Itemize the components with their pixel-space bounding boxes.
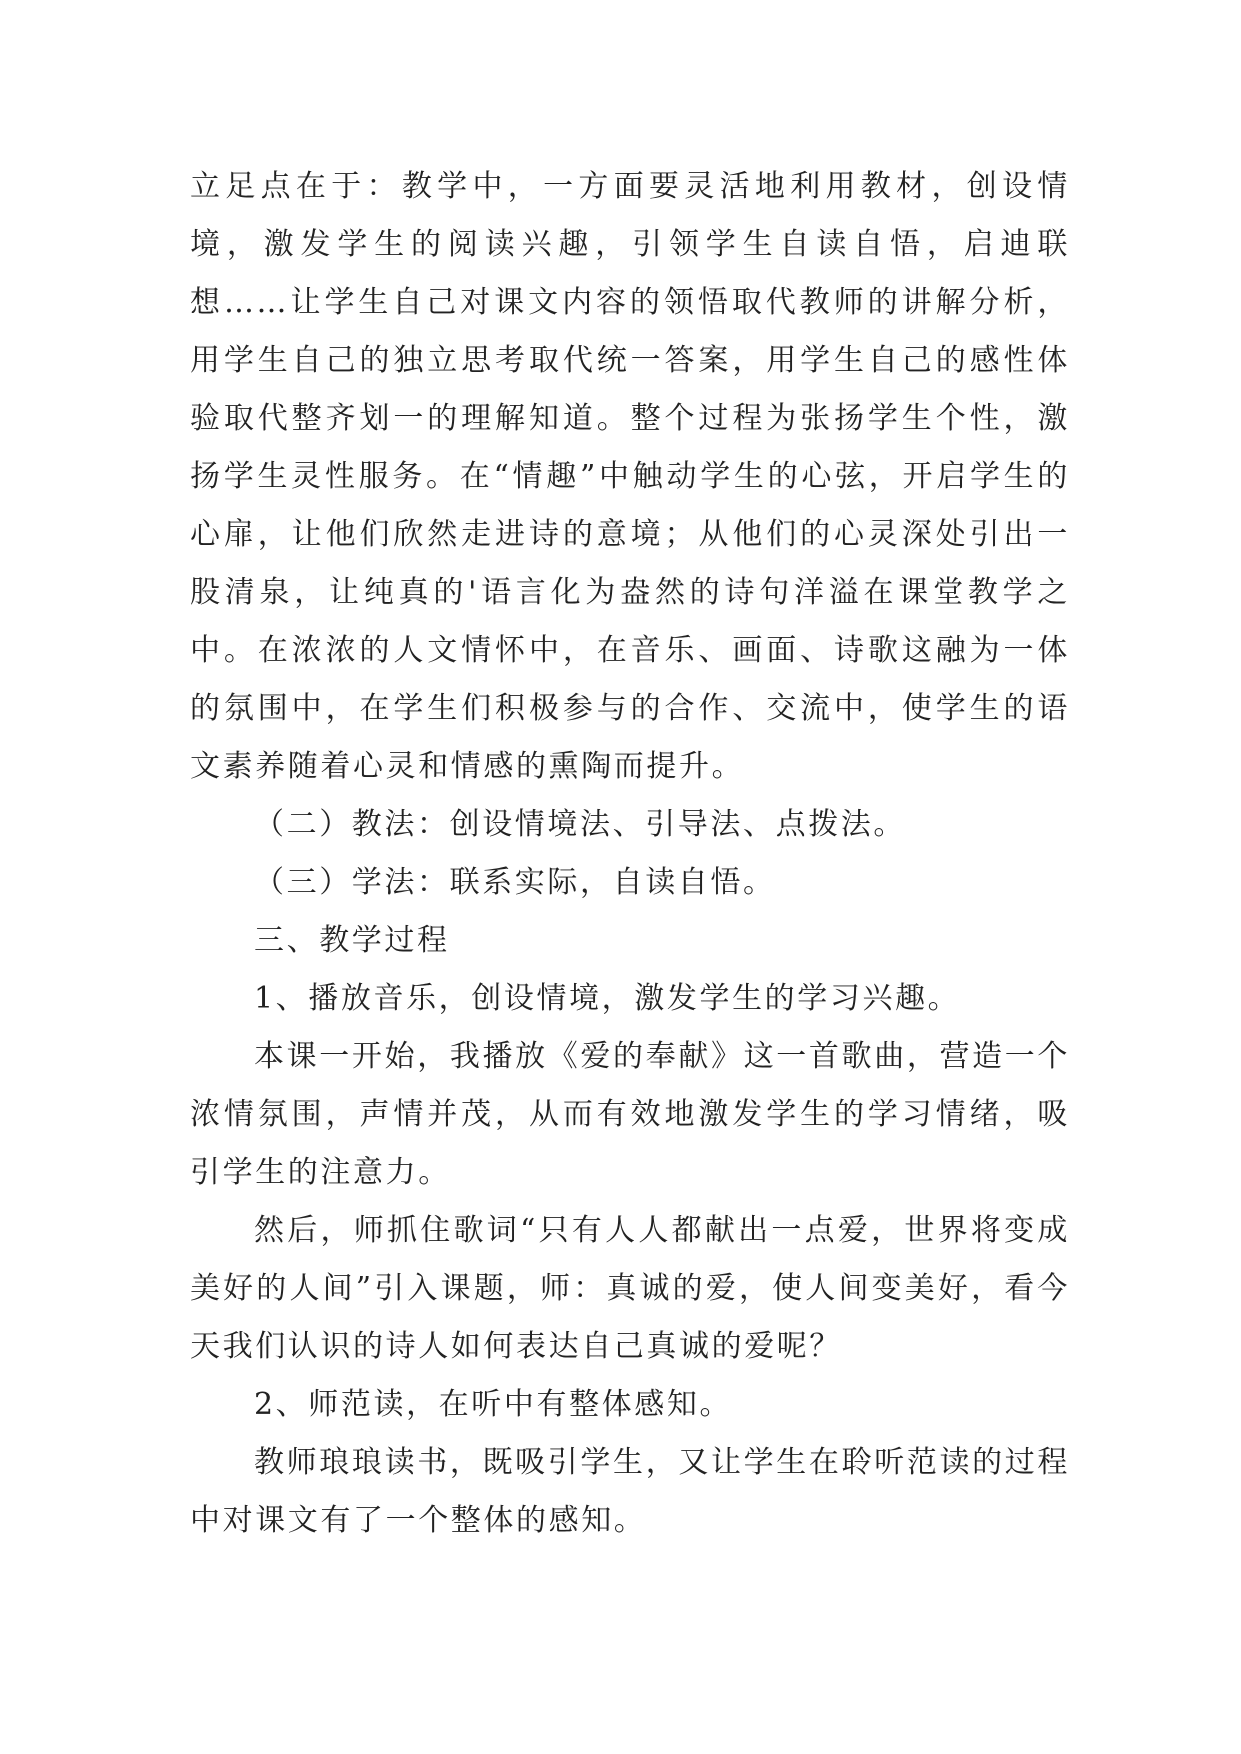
section-heading-teaching-process: 三、教学过程 [254,923,450,958]
paragraph-learning-method: （三）学法：联系实际，自读自悟。 [254,865,776,900]
step-2-heading: 2、师范读，在听中有整体感知。 [254,1387,733,1422]
step-1-heading: 1、播放音乐，创设情境，激发学生的学习兴趣。 [254,981,961,1016]
paragraph-music-intro: 本课一开始，我播放《爱的奉献》这一首歌曲，营造一个浓情氛围，声情并茂，从而有效地激发学生的学习情绪，吸引学生的注意力。 [190,1039,1070,1190]
paragraph-continued-intro: 立足点在于：教学中，一方面要灵活地利用教材，创设情境，激发学生的阅读兴趣，引领学生自读自悟，启迪联想……让学生自己对课文内容的领悟取代教师的讲解分析，用学生自己的独立思考取代统一答案，用学生自己的感性体验取代整齐划一的理解知道。整个过程为张扬学生个性，激扬学生灵性服务。在“情趣”中触动学生的心弦，开启学生的心扉，让他们欣然走进诗的意境；从他们的心灵深处引出一股清泉，让纯真的'语言化为盎然的诗句洋溢在课堂教学之中。在浓浓的人文情怀中，在音乐、画面、诗歌这融为一体的氛围中，在学生们积极参与的合作、交流中，使学生的语文素养随着心灵和情感的熏陶而提升。 [190,169,1070,784]
paragraph-teacher-reading: 教师琅琅读书，既吸引学生，又让学生在聆听范读的过程中对课文有了一个整体的感知。 [190,1445,1070,1538]
paragraph-lyrics-intro: 然后，师抓住歌词“只有人人都献出一点爱，世界将变成美好的人间”引入课题，师：真诚的爱，使人间变美好，看今天我们认识的诗人如何表达自己真诚的爱呢？ [190,1213,1070,1364]
paragraph-teaching-method: （二）教法：创设情境法、引导法、点拨法。 [254,807,906,842]
body-text [190,158,1070,1550]
